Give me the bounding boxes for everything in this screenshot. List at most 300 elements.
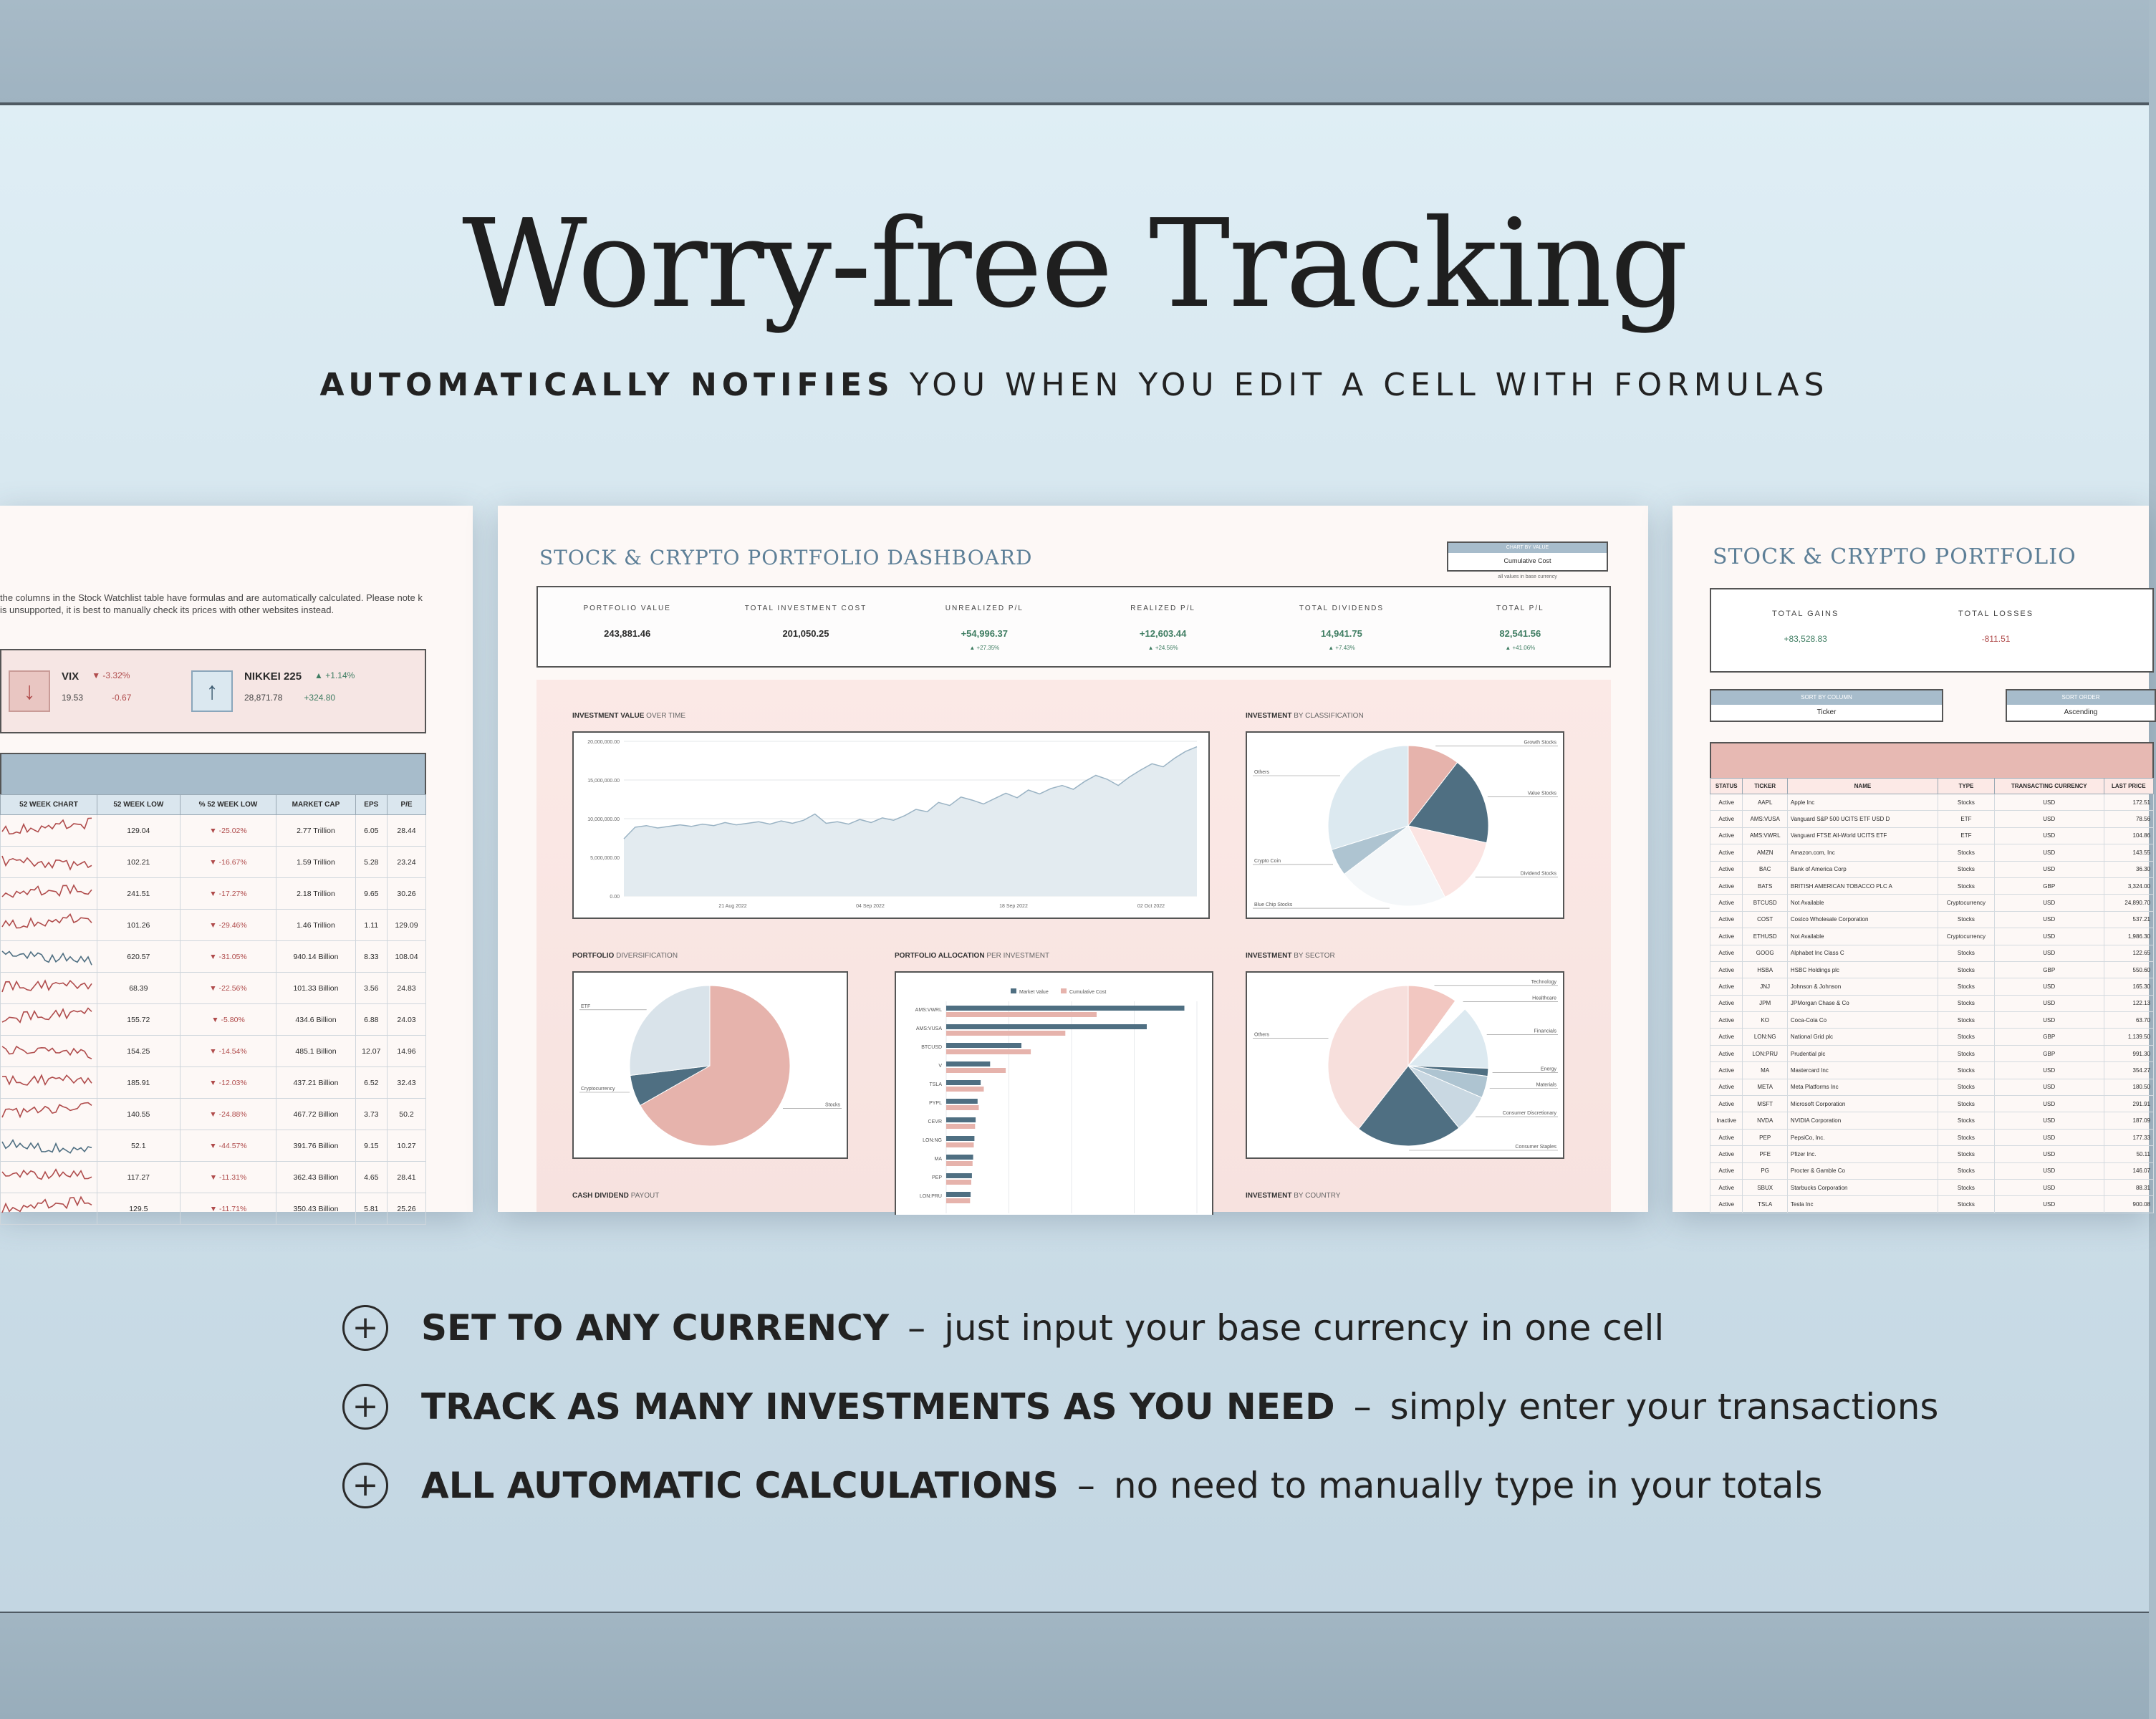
bar-market-value bbox=[946, 1136, 974, 1141]
pie-label: Materials bbox=[1536, 1082, 1556, 1088]
table-cell: 155.72 bbox=[97, 1004, 181, 1036]
table-cell: 25.26 bbox=[388, 1193, 426, 1225]
table-cell: GOOG bbox=[1743, 945, 1787, 961]
kpi-summary bbox=[536, 586, 1611, 668]
sparkline-path bbox=[2, 1170, 92, 1180]
table-cell: Active bbox=[1710, 1079, 1743, 1095]
sparkline-path bbox=[2, 1075, 92, 1085]
table-cell: 1.59 Trillion bbox=[276, 847, 355, 878]
watchlist-header-bar bbox=[0, 753, 426, 794]
table-row bbox=[1, 1099, 426, 1130]
bar-market-value bbox=[946, 1155, 973, 1160]
diversification-pie-svg bbox=[574, 973, 847, 1157]
table-cell: 350.43 Billion bbox=[276, 1193, 355, 1225]
table-cell: ▼ -44.57% bbox=[180, 1130, 276, 1162]
kpi-percent: ▲ +41.06% bbox=[1505, 645, 1536, 651]
column-header: STATUS bbox=[1710, 779, 1743, 794]
table-cell: Meta Platforms Inc bbox=[1787, 1079, 1938, 1095]
table-row bbox=[1710, 928, 2154, 945]
table-cell: 129.5 bbox=[97, 1193, 181, 1225]
table-cell: Active bbox=[1710, 928, 1743, 945]
bar-cumulative-cost bbox=[946, 1198, 970, 1203]
bar-cumulative-cost bbox=[946, 1087, 984, 1092]
column-header: MARKET CAP bbox=[276, 795, 355, 815]
feature-text: just input your base currency in one cell bbox=[944, 1307, 1665, 1349]
table-cell: Active bbox=[1710, 861, 1743, 877]
table-cell: Active bbox=[1710, 961, 1743, 978]
table-cell: 30.26 bbox=[388, 878, 426, 910]
table-cell: Stocks bbox=[1938, 1062, 1994, 1079]
pie-label: Others bbox=[1254, 770, 1270, 775]
table-row bbox=[1710, 844, 2154, 861]
table-cell: USD bbox=[1994, 1129, 2104, 1145]
table-cell: Pfizer Inc. bbox=[1787, 1146, 1938, 1162]
sparkline bbox=[2, 1099, 95, 1127]
sparkline-path bbox=[2, 1046, 92, 1059]
table-cell: Active bbox=[1710, 1146, 1743, 1162]
sparkline bbox=[2, 815, 95, 844]
table-cell: 24.83 bbox=[388, 973, 426, 1004]
column-header: 52 WEEK CHART bbox=[1, 795, 97, 815]
bar-cumulative-cost bbox=[946, 1031, 1065, 1036]
kpi-value: 14,941.75 bbox=[1321, 628, 1362, 639]
table-row bbox=[1710, 1112, 2154, 1129]
table-cell: Cryptocurrency bbox=[1938, 895, 1994, 911]
table-cell: MA bbox=[1743, 1062, 1787, 1079]
table-cell: Active bbox=[1710, 811, 1743, 827]
table-cell: 117.27 bbox=[97, 1162, 181, 1193]
table-row bbox=[1710, 827, 2154, 844]
table-row bbox=[1, 1067, 426, 1099]
kpi-percent: ▲ +27.35% bbox=[969, 645, 1000, 651]
column-header: LAST PRICE bbox=[2104, 779, 2153, 794]
table-row bbox=[1710, 995, 2154, 1011]
table-cell: USD bbox=[1994, 1062, 2104, 1079]
table-cell: 101.33 Billion bbox=[276, 973, 355, 1004]
sparkline bbox=[2, 941, 95, 970]
table-row bbox=[1710, 877, 2154, 894]
index-price: 28,871.78 bbox=[244, 693, 283, 703]
table-cell: 1.11 bbox=[355, 910, 387, 941]
table-cell: 63.70 bbox=[2104, 1012, 2153, 1029]
table-cell: USD bbox=[1994, 827, 2104, 844]
table-row bbox=[1, 1036, 426, 1067]
sparkline-path bbox=[2, 856, 92, 870]
plus-circle-icon: + bbox=[342, 1384, 388, 1430]
table-cell: ▼ -12.03% bbox=[180, 1067, 276, 1099]
section-diversification: PORTFOLIO DIVERSIFICATION bbox=[572, 952, 678, 960]
bar-market-value bbox=[946, 1080, 981, 1085]
table-row bbox=[1710, 1146, 2154, 1162]
table-cell: 620.57 bbox=[97, 941, 181, 973]
x-tick-label: 21 Aug 2022 bbox=[718, 904, 747, 909]
legend-swatch bbox=[1061, 988, 1067, 993]
table-cell: 28.41 bbox=[388, 1162, 426, 1193]
table-cell: Stocks bbox=[1938, 1079, 1994, 1095]
table-cell: SBUX bbox=[1743, 1179, 1787, 1195]
table-cell: Apple Inc bbox=[1787, 794, 1938, 811]
table-cell: USD bbox=[1994, 1012, 2104, 1029]
sparkline bbox=[2, 1162, 95, 1190]
pie-label: Healthcare bbox=[1532, 996, 1556, 1001]
total-gains bbox=[1772, 610, 1839, 644]
table-cell: 6.88 bbox=[355, 1004, 387, 1036]
subheadline bbox=[0, 367, 2149, 403]
index-change: -0.67 bbox=[112, 693, 132, 703]
table-cell: TSLA bbox=[1743, 1196, 1787, 1213]
table-cell: 485.1 Billion bbox=[276, 1036, 355, 1067]
sparkline-path bbox=[2, 885, 92, 897]
gains-value: +83,528.83 bbox=[1784, 634, 1827, 644]
portfolio-screenshot bbox=[1673, 506, 2149, 1212]
losses-value: -811.51 bbox=[1981, 634, 2011, 644]
sparkline bbox=[2, 847, 95, 875]
sparkline-path bbox=[2, 1197, 92, 1213]
total-losses bbox=[1958, 610, 2034, 644]
table-cell: Not Available bbox=[1787, 928, 1938, 945]
diversification-chart bbox=[572, 971, 848, 1159]
index-name: VIX bbox=[62, 670, 80, 683]
table-cell: 6.05 bbox=[355, 815, 387, 847]
bottom-band bbox=[0, 1613, 2149, 1719]
bar-cumulative-cost bbox=[946, 1142, 974, 1147]
table-cell: USD bbox=[1994, 895, 2104, 911]
table-cell: Stocks bbox=[1938, 1129, 1994, 1145]
table-cell: JNJ bbox=[1743, 978, 1787, 995]
table-cell: PFE bbox=[1743, 1146, 1787, 1162]
bar-cumulative-cost bbox=[946, 1049, 1031, 1054]
table-cell: BAC bbox=[1743, 861, 1787, 877]
legend-label: Market Value bbox=[1019, 990, 1049, 995]
table-cell: ▼ -11.71% bbox=[180, 1193, 276, 1225]
sort-by-column-dropdown[interactable] bbox=[1710, 689, 1943, 722]
portfolio-title: STOCK & CRYPTO PORTFOLIO bbox=[1713, 544, 2076, 569]
table-cell: GBP bbox=[1994, 877, 2104, 894]
table-cell: ETF bbox=[1938, 811, 1994, 827]
feature-item bbox=[342, 1463, 1822, 1508]
table-cell: Active bbox=[1710, 1096, 1743, 1112]
table-cell: 172.51 bbox=[2104, 794, 2153, 811]
table-cell: LON:NG bbox=[1743, 1029, 1787, 1045]
table-cell: 129.04 bbox=[97, 815, 181, 847]
table-cell: Stocks bbox=[1938, 1012, 1994, 1029]
table-cell: 180.50 bbox=[2104, 1079, 2153, 1095]
table-cell: Tesla Inc bbox=[1787, 1196, 1938, 1213]
kpi-value: +54,996.37 bbox=[961, 628, 1009, 639]
table-cell: 3,324.00 bbox=[2104, 877, 2153, 894]
pie-label: Stocks bbox=[824, 1102, 840, 1108]
table-cell: AMZN bbox=[1743, 844, 1787, 861]
table-cell: 241.51 bbox=[97, 878, 181, 910]
table-cell: 187.09 bbox=[2104, 1112, 2153, 1129]
sparkline-cell bbox=[1, 815, 97, 847]
table-row bbox=[1710, 895, 2154, 911]
classification-chart bbox=[1246, 731, 1564, 919]
table-cell: Stocks bbox=[1938, 1029, 1994, 1045]
kpi-item bbox=[895, 587, 1074, 666]
bar-cumulative-cost bbox=[946, 1161, 973, 1166]
bar-cumulative-cost bbox=[946, 1068, 1006, 1073]
feature-dash: – bbox=[1353, 1386, 1372, 1427]
area-chart-svg bbox=[574, 733, 1208, 918]
index-change-pct: ▼ -3.32% bbox=[92, 670, 130, 680]
table-cell: 140.55 bbox=[97, 1099, 181, 1130]
table-cell: Active bbox=[1710, 1062, 1743, 1079]
sparkline-cell bbox=[1, 1162, 97, 1193]
table-cell: GBP bbox=[1994, 961, 2104, 978]
table-cell: Active bbox=[1710, 1179, 1743, 1195]
table-cell: Stocks bbox=[1938, 1196, 1994, 1213]
pie-label: Others bbox=[1254, 1032, 1270, 1038]
table-cell: ▼ -5.80% bbox=[180, 1004, 276, 1036]
table-cell: 23.24 bbox=[388, 847, 426, 878]
category-label: BTCUSD bbox=[921, 1045, 942, 1050]
table-cell: Stocks bbox=[1938, 1146, 1994, 1162]
table-cell: 36.30 bbox=[2104, 861, 2153, 877]
bar-market-value bbox=[946, 1043, 1021, 1048]
table-cell: 437.21 Billion bbox=[276, 1067, 355, 1099]
table-cell: Stocks bbox=[1938, 1045, 1994, 1061]
arrow-up-icon: ↑ bbox=[191, 670, 233, 712]
table-cell: Active bbox=[1710, 911, 1743, 928]
column-header: % 52 WEEK LOW bbox=[180, 795, 276, 815]
table-cell: LON:PRU bbox=[1743, 1045, 1787, 1061]
kpi-value: 201,050.25 bbox=[782, 628, 829, 639]
table-row bbox=[1, 815, 426, 847]
sparkline-cell bbox=[1, 910, 97, 941]
table-cell: Active bbox=[1710, 844, 1743, 861]
sparkline-cell bbox=[1, 973, 97, 1004]
table-cell: HSBA bbox=[1743, 961, 1787, 978]
table-cell: USD bbox=[1994, 928, 2104, 945]
pie-label: Cryptocurrency bbox=[581, 1087, 615, 1092]
sparkline-cell bbox=[1, 1099, 97, 1130]
section-by-sector: INVESTMENT BY SECTOR bbox=[1246, 952, 1335, 960]
table-cell: ETHUSD bbox=[1743, 928, 1787, 945]
table-cell: Active bbox=[1710, 895, 1743, 911]
table-cell: USD bbox=[1994, 811, 2104, 827]
sparkline bbox=[2, 1067, 95, 1096]
table-cell: 50.2 bbox=[388, 1099, 426, 1130]
sparkline-cell bbox=[1, 941, 97, 973]
table-cell: KO bbox=[1743, 1012, 1787, 1029]
table-cell: ▼ -25.02% bbox=[180, 815, 276, 847]
sparkline bbox=[2, 1004, 95, 1033]
table-row bbox=[1, 1130, 426, 1162]
kpi-label: UNREALIZED P/L bbox=[945, 605, 1024, 612]
table-cell: ▼ -22.56% bbox=[180, 973, 276, 1004]
bar-cumulative-cost bbox=[946, 1124, 975, 1129]
category-label: PEP bbox=[931, 1175, 942, 1180]
table-cell: USD bbox=[1994, 978, 2104, 995]
table-cell: 12.07 bbox=[355, 1036, 387, 1067]
sparkline-path bbox=[2, 818, 92, 834]
kpi-label: TOTAL DIVIDENDS bbox=[1299, 605, 1385, 612]
table-row bbox=[1710, 911, 2154, 928]
index-change-pct: ▲ +1.14% bbox=[314, 670, 355, 680]
table-cell: 165.30 bbox=[2104, 978, 2153, 995]
sparkline bbox=[2, 973, 95, 1001]
kpi-label: TOTAL INVESTMENT COST bbox=[744, 605, 867, 612]
sparkline bbox=[2, 878, 95, 907]
table-cell: 940.14 Billion bbox=[276, 941, 355, 973]
kpi-label: REALIZED P/L bbox=[1130, 605, 1195, 612]
table-cell: 129.09 bbox=[388, 910, 426, 941]
table-cell: USD bbox=[1994, 1196, 2104, 1213]
table-cell: 104.86 bbox=[2104, 827, 2153, 844]
sparkline-cell bbox=[1, 1130, 97, 1162]
feature-dash: – bbox=[1077, 1465, 1095, 1506]
table-cell: ▼ -14.54% bbox=[180, 1036, 276, 1067]
section-by-classification: INVESTMENT BY CLASSIFICATION bbox=[1246, 712, 1364, 720]
table-cell: Bank of America Corp bbox=[1787, 861, 1938, 877]
table-cell: Stocks bbox=[1938, 1162, 1994, 1179]
table-row bbox=[1, 1193, 426, 1225]
sort-order-dropdown[interactable] bbox=[2006, 689, 2156, 722]
table-cell: 391.76 Billion bbox=[276, 1130, 355, 1162]
sparkline-cell bbox=[1, 1004, 97, 1036]
sector-chart bbox=[1246, 971, 1564, 1159]
sparkline-path bbox=[2, 1140, 92, 1153]
value-over-time-chart bbox=[572, 731, 1210, 919]
table-cell: AMS:VUSA bbox=[1743, 811, 1787, 827]
table-row bbox=[1, 941, 426, 973]
table-cell: Active bbox=[1710, 1045, 1743, 1061]
sparkline bbox=[2, 1130, 95, 1159]
table-cell: 2.18 Trillion bbox=[276, 878, 355, 910]
classification-pie-svg bbox=[1247, 733, 1563, 918]
feature-item bbox=[342, 1305, 1664, 1351]
pie-label: Consumer Discretionary bbox=[1502, 1111, 1556, 1117]
table-cell: Stocks bbox=[1938, 945, 1994, 961]
sparkline-path bbox=[2, 981, 92, 992]
y-tick-label: 10,000,000.00 bbox=[587, 817, 620, 822]
sector-pie-svg bbox=[1247, 973, 1563, 1157]
table-cell: Johnson & Johnson bbox=[1787, 978, 1938, 995]
table-cell: ▼ -29.46% bbox=[180, 910, 276, 941]
table-row bbox=[1, 1162, 426, 1193]
sparkline-path bbox=[2, 914, 92, 928]
index-name: NIKKEI 225 bbox=[244, 670, 302, 683]
table-cell: BTCUSD bbox=[1743, 895, 1787, 911]
table-cell: Active bbox=[1710, 1012, 1743, 1029]
table-cell: MSFT bbox=[1743, 1096, 1787, 1112]
watchlist-screenshot bbox=[0, 506, 473, 1212]
table-cell: Vanguard FTSE All-World UCITS ETF bbox=[1787, 827, 1938, 844]
legend-swatch bbox=[1011, 988, 1016, 993]
table-cell: PepsiCo, Inc. bbox=[1787, 1129, 1938, 1145]
bar-cumulative-cost bbox=[946, 1105, 979, 1110]
table-cell: 122.65 bbox=[2104, 945, 2153, 961]
table-cell: 434.6 Billion bbox=[276, 1004, 355, 1036]
table-row bbox=[1710, 1062, 2154, 1079]
chart-by-label: CHART BY VALUE bbox=[1448, 543, 1607, 553]
table-cell: Active bbox=[1710, 877, 1743, 894]
kpi-value: 82,541.56 bbox=[1499, 628, 1541, 639]
sparkline-cell bbox=[1, 1193, 97, 1225]
table-cell: 9.15 bbox=[355, 1130, 387, 1162]
table-row bbox=[1, 910, 426, 941]
bar-market-value bbox=[946, 1192, 971, 1197]
table-cell: 177.33 bbox=[2104, 1129, 2153, 1145]
table-cell: USD bbox=[1994, 1096, 2104, 1112]
kpi-label: PORTFOLIO VALUE bbox=[583, 605, 671, 612]
table-cell: NVDA bbox=[1743, 1112, 1787, 1129]
table-cell: 1,986.30 bbox=[2104, 928, 2153, 945]
chart-by-dropdown[interactable] bbox=[1447, 541, 1608, 572]
table-cell: GBP bbox=[1994, 1029, 2104, 1045]
table-cell: 14.96 bbox=[388, 1036, 426, 1067]
sort-order-value: Ascending bbox=[2064, 708, 2098, 716]
x-tick-label: 02 Oct 2022 bbox=[1137, 904, 1165, 909]
kpi-label: TOTAL P/L bbox=[1496, 605, 1544, 612]
bar-market-value bbox=[946, 1099, 978, 1104]
x-tick-label: 18 Sep 2022 bbox=[999, 904, 1028, 909]
table-cell: 24.03 bbox=[388, 1004, 426, 1036]
table-cell: 185.91 bbox=[97, 1067, 181, 1099]
table-cell: AMS:VWRL bbox=[1743, 827, 1787, 844]
category-label: LON:NG bbox=[923, 1138, 942, 1143]
table-cell: BATS bbox=[1743, 877, 1787, 894]
sparkline-cell bbox=[1, 1036, 97, 1067]
kpi-item bbox=[1074, 587, 1252, 666]
table-row bbox=[1710, 1096, 2154, 1112]
kpi-percent: ▲ +7.43% bbox=[1328, 645, 1355, 651]
table-cell: Not Available bbox=[1787, 895, 1938, 911]
table-row bbox=[1710, 1029, 2154, 1045]
table-cell: Stocks bbox=[1938, 911, 1994, 928]
category-label: TSLA bbox=[929, 1082, 942, 1087]
subheadline-rest: YOU WHEN YOU EDIT A CELL WITH FORMULAS bbox=[909, 367, 1829, 403]
bar-cumulative-cost bbox=[946, 1180, 971, 1185]
category-label: PYPL bbox=[929, 1101, 942, 1106]
table-cell: 122.13 bbox=[2104, 995, 2153, 1011]
table-cell: 6.52 bbox=[355, 1067, 387, 1099]
pie-label: Technology bbox=[1531, 979, 1556, 985]
table-cell: 1,139.50 bbox=[2104, 1029, 2153, 1045]
table-row bbox=[1710, 1045, 2154, 1061]
section-dividend: CASH DIVIDEND PAYOUT bbox=[572, 1192, 660, 1200]
column-header: 52 WEEK LOW bbox=[97, 795, 181, 815]
column-header: EPS bbox=[355, 795, 387, 815]
table-cell: USD bbox=[1994, 794, 2104, 811]
sparkline-cell bbox=[1, 1067, 97, 1099]
bar-market-value bbox=[946, 1173, 972, 1178]
sparkline bbox=[2, 910, 95, 938]
table-cell: 9.65 bbox=[355, 878, 387, 910]
column-header: TYPE bbox=[1938, 779, 1994, 794]
table-row bbox=[1710, 811, 2154, 827]
table-cell: 354.27 bbox=[2104, 1062, 2153, 1079]
table-row bbox=[1, 878, 426, 910]
column-header: P/E bbox=[388, 795, 426, 815]
watchlist-table bbox=[0, 794, 426, 1225]
table-cell: Inactive bbox=[1710, 1112, 1743, 1129]
table-cell: 101.26 bbox=[97, 910, 181, 941]
table-cell: USD bbox=[1994, 844, 2104, 861]
table-cell: 52.1 bbox=[97, 1130, 181, 1162]
sparkline-path bbox=[2, 1008, 92, 1023]
table-cell: Stocks bbox=[1938, 877, 1994, 894]
sort-order-label: SORT ORDER bbox=[2007, 690, 2155, 705]
table-cell: PEP bbox=[1743, 1129, 1787, 1145]
table-cell: 68.39 bbox=[97, 973, 181, 1004]
table-cell: USD bbox=[1994, 911, 2104, 928]
table-cell: Active bbox=[1710, 978, 1743, 995]
table-cell: Cryptocurrency bbox=[1938, 928, 1994, 945]
table-cell: Amazon.com, Inc bbox=[1787, 844, 1938, 861]
kpi-item bbox=[1431, 587, 1609, 666]
